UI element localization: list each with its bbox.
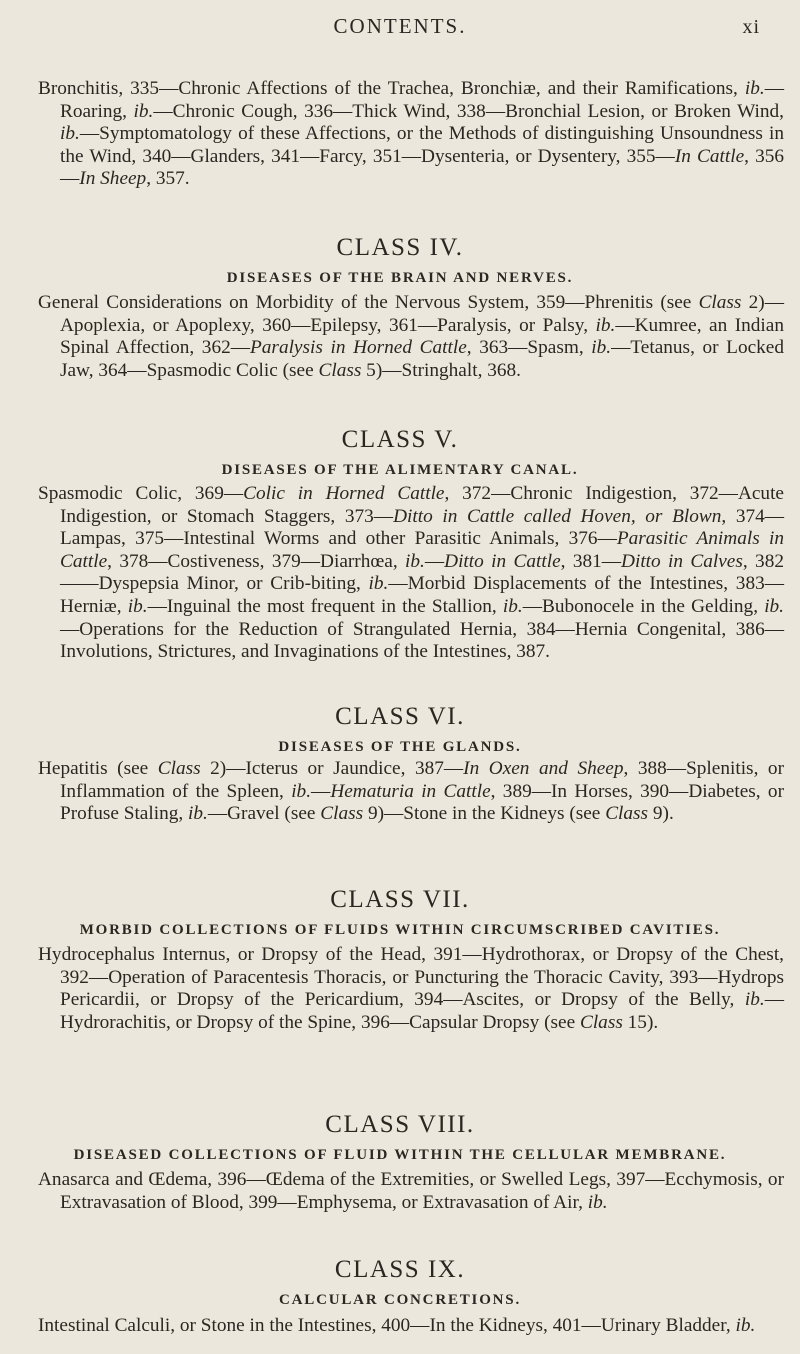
text: , 388—Splenitis, or Inflammation of the Spleen,: [60, 758, 784, 802]
class-7-header: [38, 886, 762, 939]
italic-text: ib.: [744, 78, 765, 99]
text: —Operations for the Reduction of Strangulated Hernia, 384—Hernia Congenital, 386—Involutions, Strictures, and Invaginations of the Intestines, 387.: [60, 618, 784, 663]
text: —: [311, 780, 331, 802]
text: 15).: [622, 1011, 659, 1033]
italic-text: Cattle: [697, 145, 745, 167]
text: —Tetanus, or Locked Jaw, 364—Spasmodic Colic (see: [60, 337, 784, 381]
italic-text: Class: [318, 359, 362, 381]
class-heading: CLASS V.: [341, 426, 459, 453]
italic-text: ib.: [502, 595, 523, 617]
class-7-contents: [38, 944, 784, 1034]
class-subheading: DISEASED COLLECTIONS OF FLUID WITHIN THE CELLULAR MEMBRANE.: [73, 1147, 727, 1163]
italic-text: In Oxen and Sheep: [463, 758, 624, 779]
text: —Chronic Cough, 336—Thick Wind, 338—Bronchial Lesion, or Broken Wind,: [153, 100, 784, 122]
text: General Considerations on Morbidity of the Nervous System, 359—Phrenitis (see: [38, 292, 699, 313]
text: Bronchitis, 335—Chronic Affections of the Trachea, Bronchiæ, and their Ramifications,: [38, 78, 745, 99]
running-title: CONTENTS.: [333, 14, 467, 38]
class-6-header: [38, 703, 762, 756]
class-8-contents: [38, 1169, 784, 1214]
text: —Roaring,: [60, 78, 784, 122]
italic-text: ib.: [127, 595, 148, 617]
italic-text: In: [674, 145, 691, 167]
text: , 389—In Horses, 390—Diabetes, or Profuse Staling,: [60, 780, 784, 825]
italic-text: ib.: [591, 337, 612, 359]
text: —Bubonocele in the Gelding,: [522, 595, 765, 617]
text: 9).: [648, 803, 674, 825]
italic-text: Colic in Horned Cattle: [243, 483, 445, 504]
italic-text: Ditto in Cattle called Hoven, or Blown: [393, 505, 722, 527]
italic-text: Class: [579, 1011, 623, 1033]
italic-text: ib.: [133, 100, 154, 122]
running-head: [0, 14, 800, 44]
italic-text: Paralysis in Horned Cattle: [250, 337, 467, 359]
italic-text: Ditto in Cattle: [444, 550, 561, 572]
text: —Gravel (see: [207, 803, 321, 825]
text: , 381—: [560, 550, 622, 572]
italic-text: Class: [605, 803, 649, 825]
italic-text: ib.: [587, 1191, 608, 1213]
text: Spasmodic Colic, 369—: [38, 483, 244, 504]
text: Hepatitis (see: [38, 758, 158, 779]
text: —Hydrorachitis, or Dropsy of the Spine, 396—Capsular Dropsy (see: [60, 989, 784, 1033]
italic-text: ib.: [60, 123, 80, 145]
italic-text: ib.: [188, 803, 208, 825]
text: , 357.: [146, 168, 190, 190]
text: —: [424, 550, 445, 572]
italic-text: ib.: [291, 780, 312, 802]
italic-text: Parasitic Animals in Cattle: [60, 528, 784, 572]
page-number: xi: [742, 16, 760, 38]
italic-text: Hematuria in Cattle: [330, 780, 491, 802]
italic-text: Class: [320, 803, 364, 825]
text: Intestinal Calculi, or Stone in the Intestines, 400—In the Kidneys, 401—Urinary Bladder,: [38, 1315, 736, 1336]
italic-text: ib.: [368, 573, 389, 595]
text: , 374—Lampas, 375—Intestinal Worms and other Parasitic Animals, 376—: [60, 505, 785, 550]
text: 2)—Icterus or Jaundice, 387—: [200, 758, 464, 779]
italic-text: In Sheep: [79, 168, 147, 190]
italic-text: ib.: [405, 550, 425, 572]
class-9-header: [38, 1256, 762, 1309]
class-9-contents: [38, 1315, 784, 1338]
text: —Kumree, an Indian Spinal Affection, 362—: [60, 314, 784, 359]
class-heading: CLASS VIII.: [325, 1111, 475, 1138]
italic-text: Class: [698, 292, 742, 313]
text: 9)—Stone in the Kidneys (see: [363, 803, 606, 825]
italic-text: ib.: [744, 989, 765, 1011]
text: Hydrocephalus Internus, or Dropsy of the Head, 391—Hydrothorax, or Dropsy of the Chest, 392—Operation of Paracentesis Thoracis, or Puncturing the Thoracic Cavity, 393—Hydrops Pericardii, or Dropsy of the Pericardium, 394—Ascites, or Dropsy of the Belly,: [38, 944, 784, 1011]
italic-text: Class: [157, 758, 201, 779]
class-4-contents: [38, 292, 784, 382]
text: —Symptomatology of these Affections, or the Methods of distinguishing Unsoundness in the Wind, 340—Glanders, 341—Farcy, 351—Dysenteria, or Dysentery, 355—: [60, 123, 784, 167]
class-heading: CLASS VI.: [335, 703, 465, 730]
italic-text: ib.: [595, 314, 616, 336]
text: Anasarca and Œdema, 396—Œdema of the Extremities, or Swelled Legs, 397—Ecchymosis, or Extravasation of Blood, 399—Emphysema, or Extravasation of Air,: [38, 1169, 784, 1213]
class-8-header: [38, 1111, 762, 1164]
class-subheading: CALCULAR CONCRETIONS.: [279, 1292, 521, 1308]
class-5-contents: [38, 483, 784, 664]
text: , 356—: [60, 145, 785, 190]
class-heading: CLASS IX.: [334, 1256, 466, 1283]
text: 2)—Apoplexia, or Apoplexy, 360—Epilepsy, 361—Paralysis, or Palsy,: [60, 292, 784, 336]
text: , 363—Spasm,: [466, 337, 592, 359]
class-subheading: DISEASES OF THE GLANDS.: [278, 739, 522, 755]
class-heading: CLASS VII.: [330, 886, 470, 913]
class-4-header: [38, 234, 762, 287]
class-subheading: MORBID COLLECTIONS OF FLUIDS WITHIN CIRCUMSCRIBED CAVITIES.: [79, 922, 721, 938]
text: , 382——Dyspepsia Minor, or Crib-biting,: [60, 550, 784, 595]
text: —Morbid Displacements of the Intestines, 383—Herniæ,: [60, 573, 785, 617]
class-heading: CLASS IV.: [336, 234, 464, 261]
class-subheading: DISEASES OF THE BRAIN AND NERVES.: [226, 270, 574, 286]
respiratory-continued: [38, 78, 784, 191]
text: —Inguinal the most frequent in the Stallion,: [147, 595, 503, 617]
text: , 372—Chronic Indigestion, 372—Acute Indigestion, or Stomach Staggers, 373—: [60, 483, 784, 527]
text: , 378—Costiveness, 379—Diarrhœa,: [107, 550, 406, 572]
class-5-header: [38, 426, 762, 479]
italic-text: Ditto in Calves: [621, 550, 743, 572]
text: 5)—Stringhalt, 368.: [361, 359, 521, 381]
italic-text: ib.: [735, 1315, 756, 1336]
italic-text: ib.: [764, 595, 785, 617]
class-subheading: DISEASES OF THE ALIMENTARY CANAL.: [221, 462, 579, 478]
class-6-contents: [38, 758, 784, 826]
